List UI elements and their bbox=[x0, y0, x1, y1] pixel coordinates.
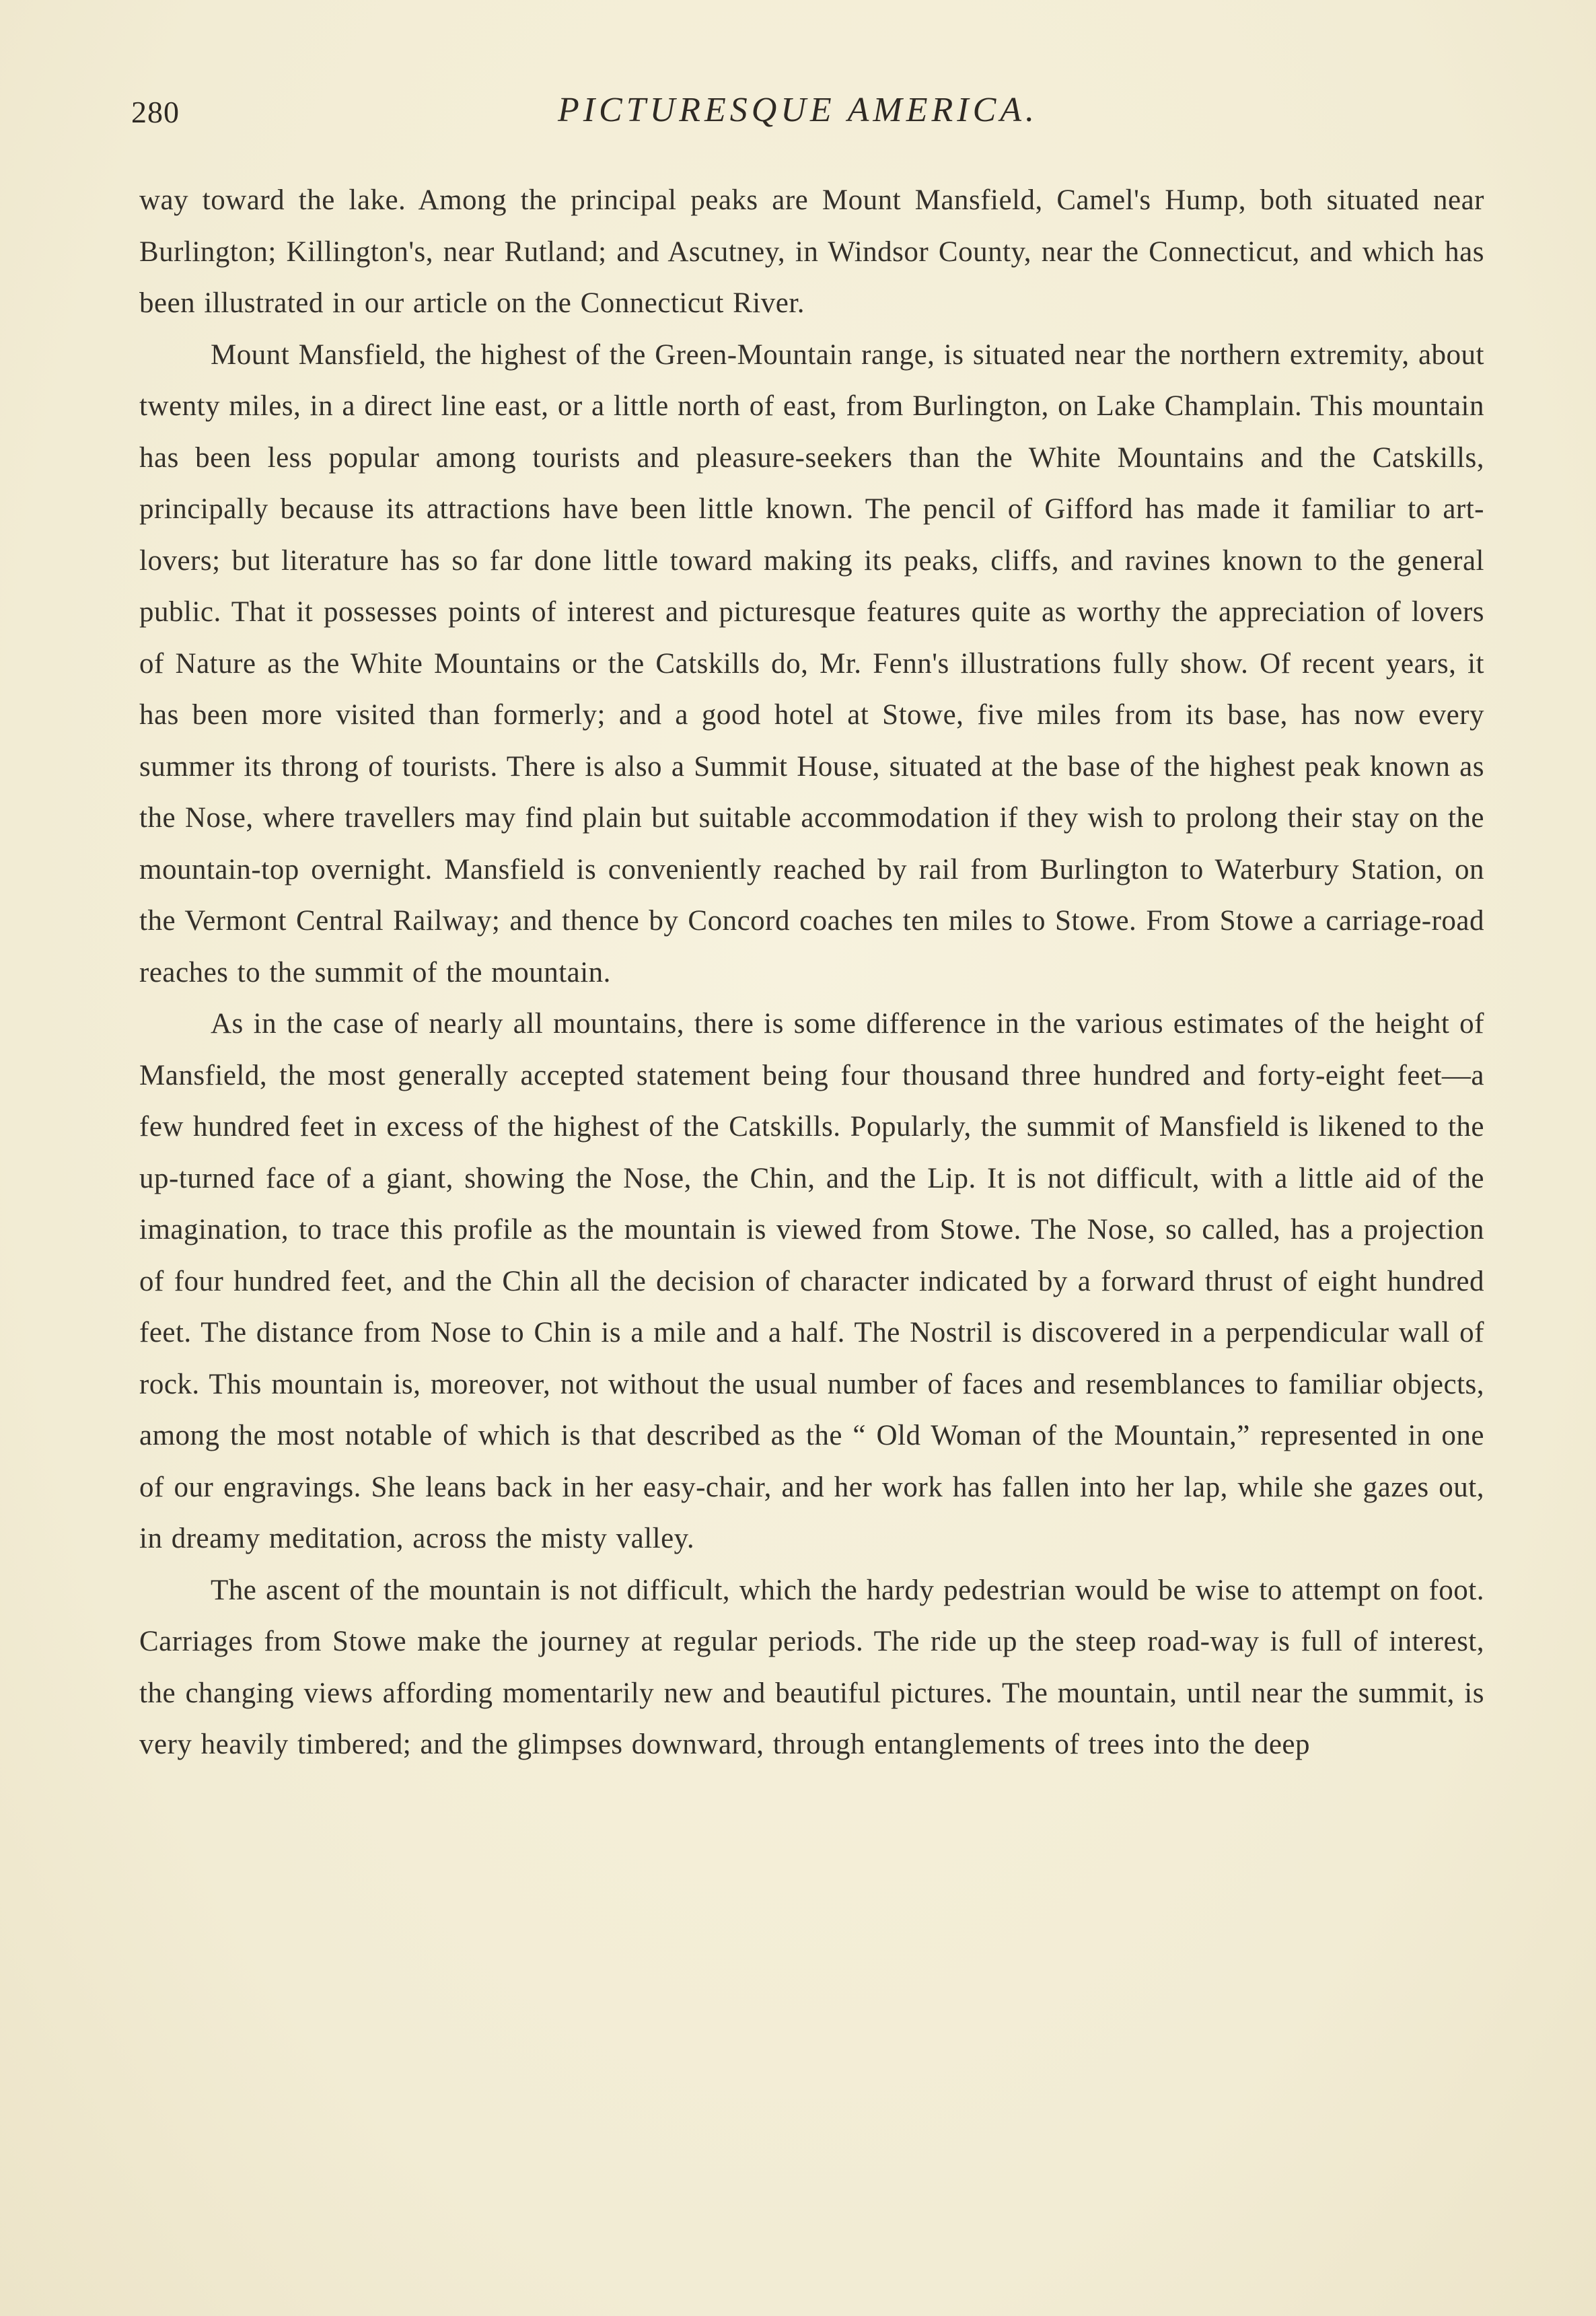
paragraph-height-estimates: As in the case of nearly all mountains, there is some difference in the various estimates of the height of Mansfield, the most generally accepted statement being four thousand three hundred and forty-eight feet—a few hundred feet in excess of the highest of the Catskills. Popularly, the summit of Mansfield is likened to the up-turned face of a giant, showing the Nose, the Chin, and the Lip. It is not difficult, with a little aid of the imagination, to trace this profile as the mountain is viewed from Stowe. The Nose, so called, has a projection of four hundred feet, and the Chin all the decision of character indicated by a forward thrust of eight hundred feet. The distance from Nose to Chin is a mile and a half. The Nostril is discovered in a perpendicular wall of rock. This mountain is, moreover, not without the usual number of faces and resemblances to familiar objects, among the most notable of which is that described as the “ Old Woman of the Mountain,” represented in one of our engravings. She leans back in her easy-chair, and her work has fallen into her lap, while she gazes out, in dreamy meditation, across the misty valley. bbox=[139, 1008, 1484, 1554]
paragraph-mount-mansfield: Mount Mansfield, the highest of the Green-Mountain range, is situated near the northern extremity, about twenty miles, in a direct line east, or a little north of east, from Burlington, on Lake Champlain. This mountain has been less popular among tourists and pleasure-seekers than the White Mountains and the Catskills, principally because its attractions have been little known. The pencil of Gifford has made it familiar to art-lovers; but literature has so far done little toward making its peaks, cliffs, and ravines known to the general public. That it possesses points of interest and picturesque features quite as worthy the appreciation of lovers of Nature as the White Mountains or the Catskills do, Mr. Fenn's illustrations fully show. Of recent years, it has been more visited than formerly; and a good hotel at Stowe, five miles from its base, has now every summer its throng of tourists. There is also a Summit House, situated at the base of the highest peak known as the Nose, where travellers may find plain but suitable accommodation if they wish to prolong their stay on the mountain-top overnight. Mansfield is conveniently reached by rail from Burlington to Waterbury Station, on the Vermont Central Railway; and thence by Concord coaches ten miles to Stowe. From Stowe a carriage-road reaches to the summit of the mountain. bbox=[139, 338, 1484, 988]
running-title: PICTURESQUE AMERICA. bbox=[557, 91, 1039, 129]
paragraph-ascent: The ascent of the mountain is not difficult, which the hardy pedestrian would be wise to attempt on foot. Carriages from Stowe make the journey at regular periods. The ride up the steep road-way is full of interest, the changing views affording momentarily new and beautiful pictures. The mountain, until near the summit, is very heavily timbered; and the glimpses downward, through entanglements of trees into the deep bbox=[139, 1574, 1484, 1760]
paragraph-continued: way toward the lake. Among the principal peaks are Mount Mansfield, Camel's Hump, both situated near Burlington; Killington's, near Rutland; and Ascutney, in Windsor County, near the Connecticut, and which has been illustrated in our article on the Connecticut River. bbox=[139, 184, 1484, 319]
body-text bbox=[139, 175, 1484, 1771]
page-number: 280 bbox=[131, 95, 180, 129]
